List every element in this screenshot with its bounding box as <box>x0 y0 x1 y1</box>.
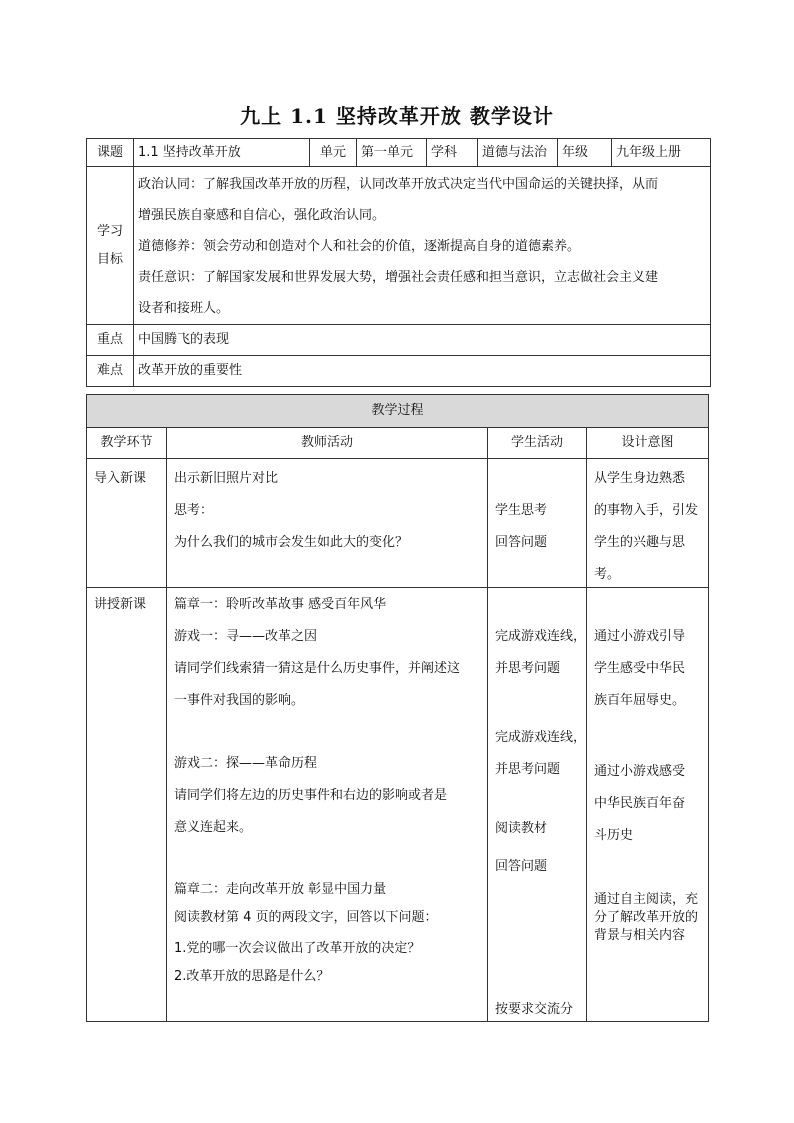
key-label: 重点 <box>87 325 134 356</box>
intro-student-line: 学生思考 <box>495 503 548 518</box>
new-student-line: 回答问题 <box>495 859 548 874</box>
column-header-student: 学生活动 <box>488 428 587 459</box>
objectives-label <box>87 167 134 325</box>
new-intent-line: 通过小游戏感受 <box>594 764 686 779</box>
new-intent-line: 通过小游戏引导 <box>594 629 686 644</box>
new-teacher-line: 1.党的哪一次会议做出了改革开放的决定？ <box>174 941 421 956</box>
new-teacher <box>167 588 488 1022</box>
key-value: 中国腾飞的表现 <box>134 325 711 356</box>
intro-intent <box>587 459 709 588</box>
info-table <box>86 138 711 387</box>
new-student-line: 并思考问题 <box>495 661 561 676</box>
unit-label: 单元 <box>310 139 357 167</box>
intro-intent-line: 的事物入手，引发 <box>594 503 699 518</box>
new-intent-line: 斗历史 <box>594 828 634 843</box>
intro-intent-line: 从学生身边熟悉 <box>594 471 686 486</box>
new-student-line: 完成游戏连线， <box>495 629 587 644</box>
intro-intent-line: 学生的兴趣与思 <box>594 535 686 550</box>
intro-teacher-line: 为什么我们的城市会发生如此大的变化？ <box>174 535 409 550</box>
new-stage <box>87 588 167 1022</box>
objective-line: 责任意识：了解国家发展和世界发展大势，增强社会责任感和担当意识，立志做社会主义建 <box>138 270 659 285</box>
page-title: 九上 1.1 坚持改革开放 教学设计 <box>240 104 554 128</box>
new-teacher-line: 阅读教材第 4 页的两段文字，回答以下问题： <box>174 910 438 925</box>
new-student-line: 阅读教材 <box>495 821 548 836</box>
column-header-stage: 教学环节 <box>87 428 167 459</box>
difficult-label: 难点 <box>87 356 134 387</box>
objective-line: 设者和接班人。 <box>138 301 230 316</box>
objective-line: 增强民族自豪感和自信心，强化政治认同。 <box>138 208 386 223</box>
objectives-label-line-1: 学习 <box>96 223 123 239</box>
new-teacher-line: 游戏一：寻——改革之因 <box>174 629 318 644</box>
new-student-line: 并思考问题 <box>495 762 561 777</box>
objectives-content <box>134 167 711 325</box>
new-teacher-line: 2.改革开放的思路是什么？ <box>174 969 330 984</box>
new-teacher-line: 意义连起来。 <box>174 820 253 835</box>
objective-line: 道德修养：领会劳动和创造对个人和社会的价值，逐渐提高自身的道德素养。 <box>138 239 581 254</box>
topic-label: 课题 <box>87 139 134 167</box>
grade-value: 九年级上册 <box>612 139 711 167</box>
intro-student <box>488 459 587 588</box>
process-table <box>86 394 709 1022</box>
column-header-teacher: 教师活动 <box>167 428 488 459</box>
new-teacher-line: 游戏二：探——革命历程 <box>174 756 318 771</box>
intro-teacher-line: 出示新旧照片对比 <box>174 471 279 486</box>
subject-label: 学科 <box>427 139 478 167</box>
new-student-line: 完成游戏连线， <box>495 730 587 745</box>
new-intent-line: 族百年屈辱史。 <box>594 693 686 708</box>
new-teacher-line: 请同学们线索猜一猜这是什么历史事件，并阐述这 <box>174 661 461 676</box>
new-teacher-line: 一事件对我国的影响。 <box>174 693 305 708</box>
intro-stage <box>87 459 167 588</box>
new-teacher-line: 请同学们将左边的历史事件和右边的影响或者是 <box>174 788 448 803</box>
column-header-intent: 设计意图 <box>587 428 709 459</box>
new-student-line: 按要求交流分 <box>495 1002 574 1017</box>
new-student <box>488 588 587 1022</box>
intro-stage-text: 导入新课 <box>94 471 147 486</box>
objectives-label-line-2: 目标 <box>96 251 123 267</box>
intro-intent-line: 考。 <box>594 567 621 582</box>
grade-label: 年级 <box>558 139 612 167</box>
objective-line: 政治认同：了解我国改革开放的历程，认同改革开放式决定当代中国命运的关键抉择，从而 <box>138 177 659 192</box>
new-intent-paragraph: 通过自主阅读，充分了解改革开放的背景与相关内容 <box>594 892 699 943</box>
process-header: 教学过程 <box>87 395 709 428</box>
new-intent-line: 学生感受中华民 <box>594 661 686 676</box>
unit-value: 第一单元 <box>357 139 427 167</box>
topic-value: 1.1 坚持改革开放 <box>134 139 310 167</box>
new-intent <box>587 588 709 1022</box>
new-teacher-line: 篇章一：聆听改革故事 感受百年风华 <box>174 597 387 612</box>
new-stage-text: 讲授新课 <box>94 597 147 612</box>
new-teacher-line: 篇章二：走向改革开放 彰显中国力量 <box>174 882 387 897</box>
subject-value: 道德与法治 <box>478 139 558 167</box>
difficult-value: 改革开放的重要性 <box>134 356 711 387</box>
intro-teacher <box>167 459 488 588</box>
intro-teacher-line: 思考： <box>174 503 214 518</box>
new-intent-line: 中华民族百年奋 <box>594 796 686 811</box>
intro-student-line: 回答问题 <box>495 535 548 550</box>
